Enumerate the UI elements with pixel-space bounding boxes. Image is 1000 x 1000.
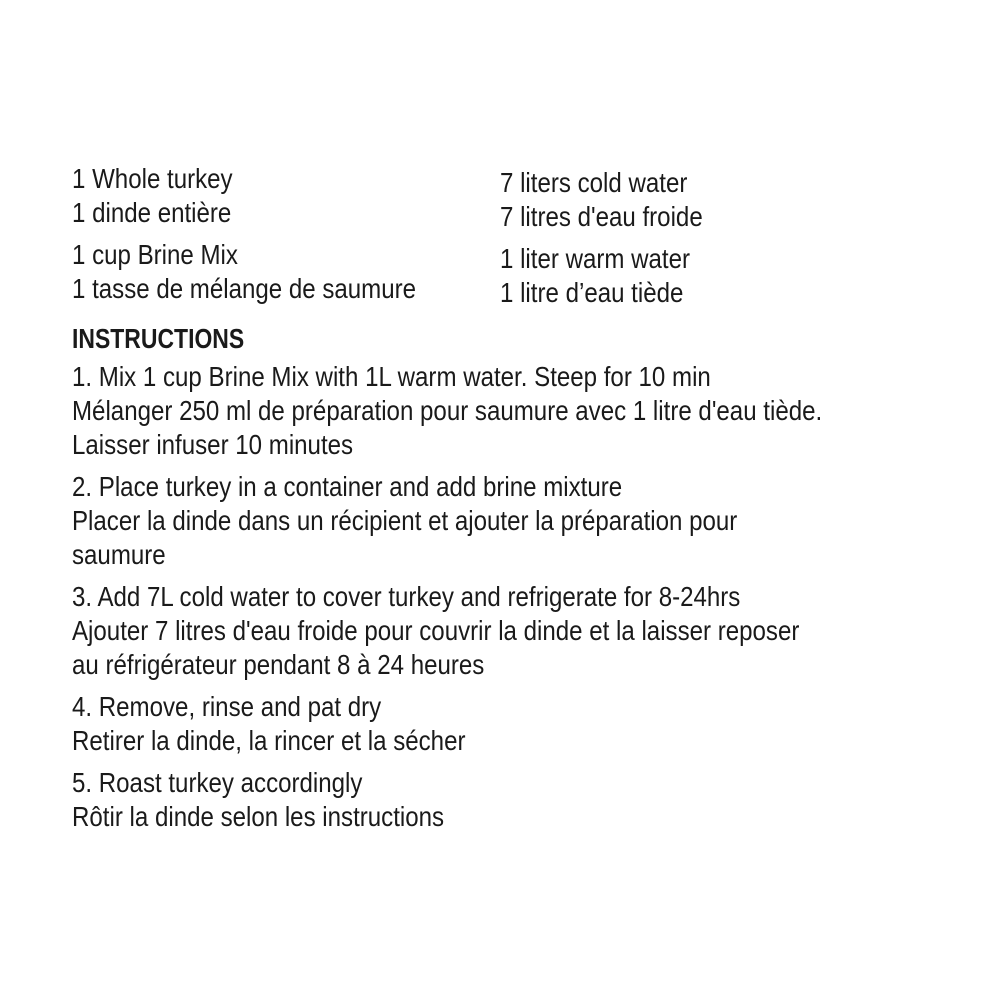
step-english: 5. Roast turkey accordingly: [72, 767, 363, 798]
ingredient-english: 1 Whole turkey: [72, 163, 233, 194]
instructions-steps: [72, 360, 952, 834]
ingredient-french: 1 litre d’eau tiède: [500, 277, 684, 308]
ingredient-english: 7 liters cold water: [500, 167, 688, 198]
ingredient-item: [72, 162, 500, 230]
instruction-step: [72, 470, 952, 572]
ingredient-french: 1 dinde entière: [72, 197, 232, 228]
ingredient-english: 1 cup Brine Mix: [72, 239, 238, 270]
step-french-line: Ajouter 7 litres d'eau froide pour couvrir la dinde et la laisser reposer: [72, 615, 800, 646]
ingredients-column-left: [72, 162, 500, 318]
ingredient-item: [500, 166, 920, 234]
step-english: 2. Place turkey in a container and add brine mixture: [72, 471, 623, 502]
step-english: 4. Remove, rinse and pat dry: [72, 691, 382, 722]
step-french-line: Mélanger 250 ml de préparation pour saumure avec 1 litre d'eau tiède.: [72, 395, 823, 426]
instruction-step: [72, 766, 952, 834]
instruction-step: [72, 690, 952, 758]
ingredient-french: 7 litres d'eau froide: [500, 201, 703, 232]
step-english: 1. Mix 1 cup Brine Mix with 1L warm water. Steep for 10 min: [72, 361, 711, 392]
instructions-heading: INSTRUCTIONS: [72, 323, 245, 354]
recipe-document: [72, 162, 952, 842]
instruction-step: [72, 360, 952, 462]
step-french-line: Retirer la dinde, la rincer et la sécher: [72, 725, 466, 756]
ingredient-english: 1 liter warm water: [500, 243, 691, 274]
ingredients-column-right: [500, 162, 920, 318]
step-french-line: Placer la dinde dans un récipient et ajouter la préparation pour: [72, 505, 738, 536]
ingredient-item: [500, 242, 920, 310]
step-french-line: Rôtir la dinde selon les instructions: [72, 801, 445, 832]
ingredients-section: [72, 162, 952, 318]
step-french-line: saumure: [72, 539, 166, 570]
step-french-line: Laisser infuser 10 minutes: [72, 429, 354, 460]
instruction-step: [72, 580, 952, 682]
step-english: 3. Add 7L cold water to cover turkey and refrigerate for 8-24hrs: [72, 581, 741, 612]
ingredient-french: 1 tasse de mélange de saumure: [72, 273, 417, 304]
step-french-line: au réfrigérateur pendant 8 à 24 heures: [72, 649, 485, 680]
ingredient-item: [72, 238, 500, 306]
